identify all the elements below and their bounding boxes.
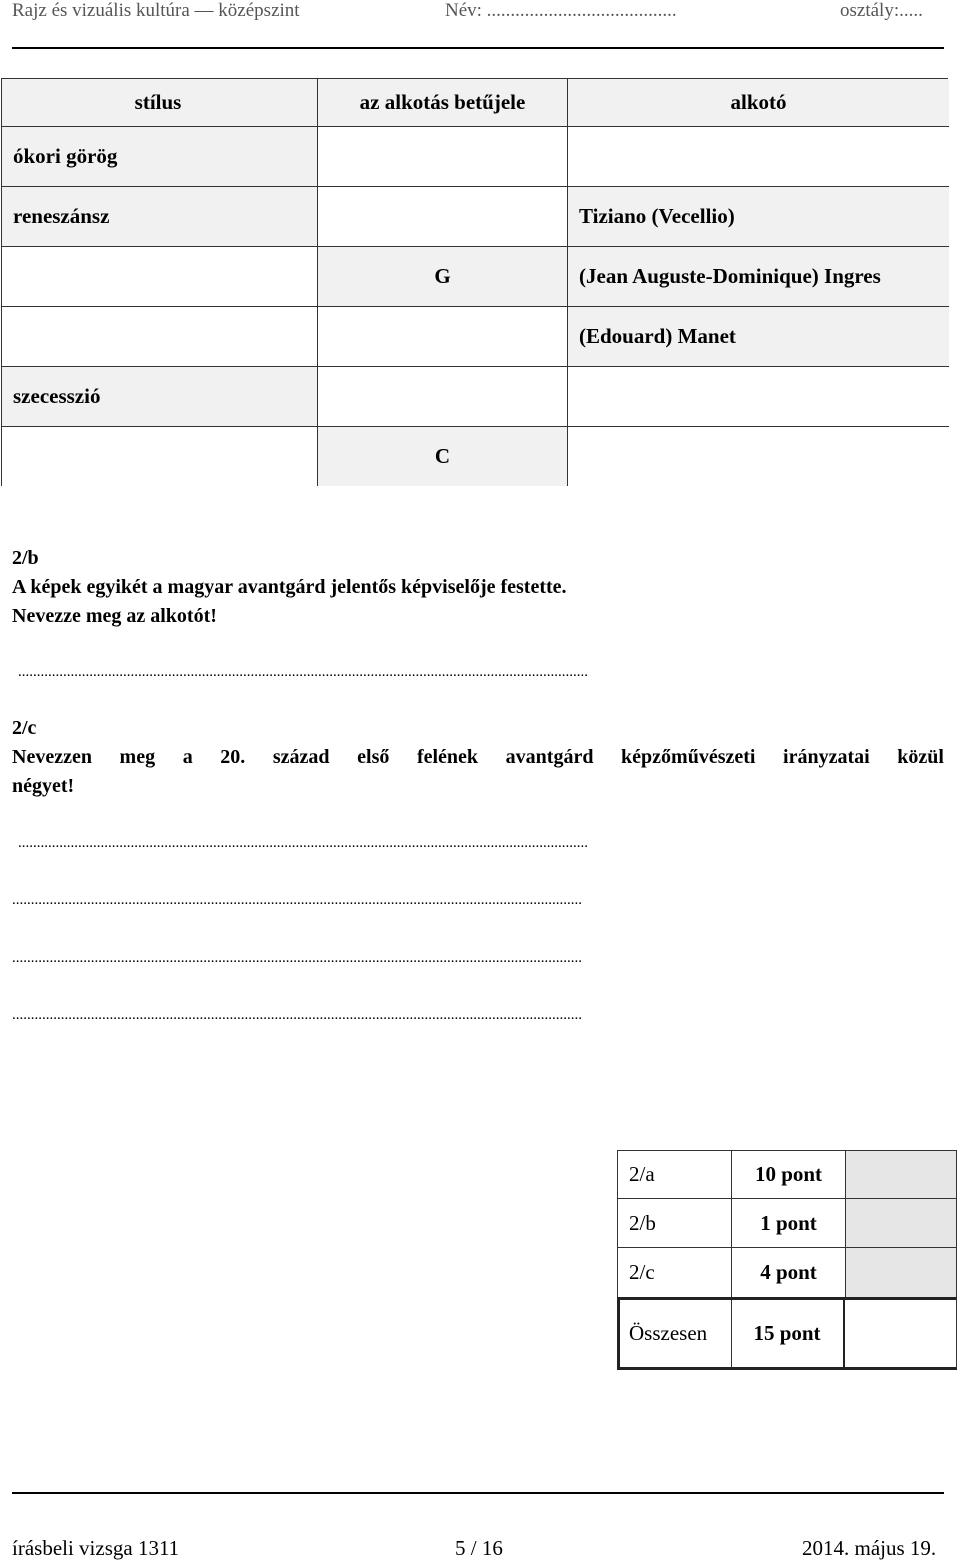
- answer-line-2c-3[interactable]: ........................................................................................................................................................: [12, 950, 582, 966]
- total-label: Összesen: [617, 1297, 732, 1370]
- question-2c-label: 2/c: [12, 717, 37, 739]
- column-header-style: stílus: [134, 90, 182, 114]
- footer-exam-code: írásbeli vizsga 1311: [12, 1536, 180, 1560]
- subject-title: Rajz és vizuális kultúra — középszint: [12, 0, 300, 21]
- score-earned[interactable]: [845, 1198, 957, 1248]
- answer-line-2b[interactable]: ........................................................................................................................................................: [18, 664, 588, 680]
- artist-cell: (Jean Auguste-Dominique) Ingres: [568, 247, 949, 307]
- score-table: [617, 1150, 957, 1370]
- letter-cell[interactable]: [318, 187, 568, 247]
- style-cell[interactable]: [2, 247, 318, 307]
- artist-cell: (Edouard) Manet: [568, 307, 949, 367]
- artist-cell[interactable]: [568, 367, 949, 427]
- answer-line-2c-2[interactable]: ........................................................................................................................................................: [12, 892, 582, 908]
- question-2b-instruction: Nevezze meg az alkotót!: [12, 605, 217, 627]
- name-field-label: Név: ........................................: [445, 0, 677, 21]
- question-2b-text: A képek egyikét a magyar avantgárd jelentős képviselője festette.: [12, 576, 567, 598]
- footer-divider: [12, 1492, 944, 1494]
- table-row: [2, 187, 947, 247]
- total-max: 15 pont: [731, 1297, 846, 1370]
- score-item: 2/b: [617, 1198, 732, 1248]
- total-earned[interactable]: [845, 1297, 957, 1370]
- letter-cell[interactable]: [318, 307, 568, 367]
- table-row: [2, 247, 947, 307]
- table-row: [2, 367, 947, 427]
- artist-cell: Tiziano (Vecellio): [568, 187, 949, 247]
- question-2c-text-cont: négyet!: [12, 775, 75, 797]
- style-artist-table: [1, 78, 948, 486]
- letter-cell: G: [318, 247, 568, 307]
- style-cell[interactable]: [2, 427, 318, 486]
- style-cell: ókori görög: [2, 127, 318, 187]
- answer-line-2c-4[interactable]: ........................................................................................................................................................: [12, 1007, 582, 1023]
- score-max: 1 pont: [731, 1198, 846, 1248]
- score-max: 4 pont: [731, 1247, 846, 1298]
- letter-cell[interactable]: [318, 367, 568, 427]
- column-header-artist: alkotó: [568, 79, 949, 127]
- page-number: 5 / 16: [455, 1536, 503, 1560]
- score-item: 2/c: [617, 1247, 732, 1298]
- artist-cell[interactable]: [568, 427, 949, 486]
- class-field-label: osztály:.....: [840, 0, 923, 21]
- question-2c-text: Nevezzen meg a 20. század első felének avantgárd képzőművészeti irányzatai közül: [12, 746, 944, 768]
- answer-line-2c-1[interactable]: ........................................................................................................................................................: [18, 835, 588, 851]
- score-item: 2/a: [617, 1150, 732, 1199]
- column-header-letter: az alkotás betűjele: [318, 79, 568, 127]
- artist-cell[interactable]: [568, 127, 949, 187]
- style-cell: szecesszió: [2, 367, 318, 427]
- score-earned[interactable]: [845, 1150, 957, 1199]
- question-2b-label: 2/b: [12, 547, 39, 569]
- table-row: [2, 127, 947, 187]
- style-cell: reneszánsz: [2, 187, 318, 247]
- table-row: [2, 427, 947, 486]
- page-header: [12, 0, 944, 26]
- table-header-row: [2, 79, 947, 127]
- table-row: [2, 307, 947, 367]
- style-cell[interactable]: [2, 307, 318, 367]
- letter-cell: C: [318, 427, 568, 486]
- score-max: 10 pont: [731, 1150, 846, 1199]
- letter-cell[interactable]: [318, 127, 568, 187]
- header-divider: [12, 47, 944, 49]
- score-earned[interactable]: [845, 1247, 957, 1298]
- exam-date: 2014. május 19.: [802, 1536, 937, 1560]
